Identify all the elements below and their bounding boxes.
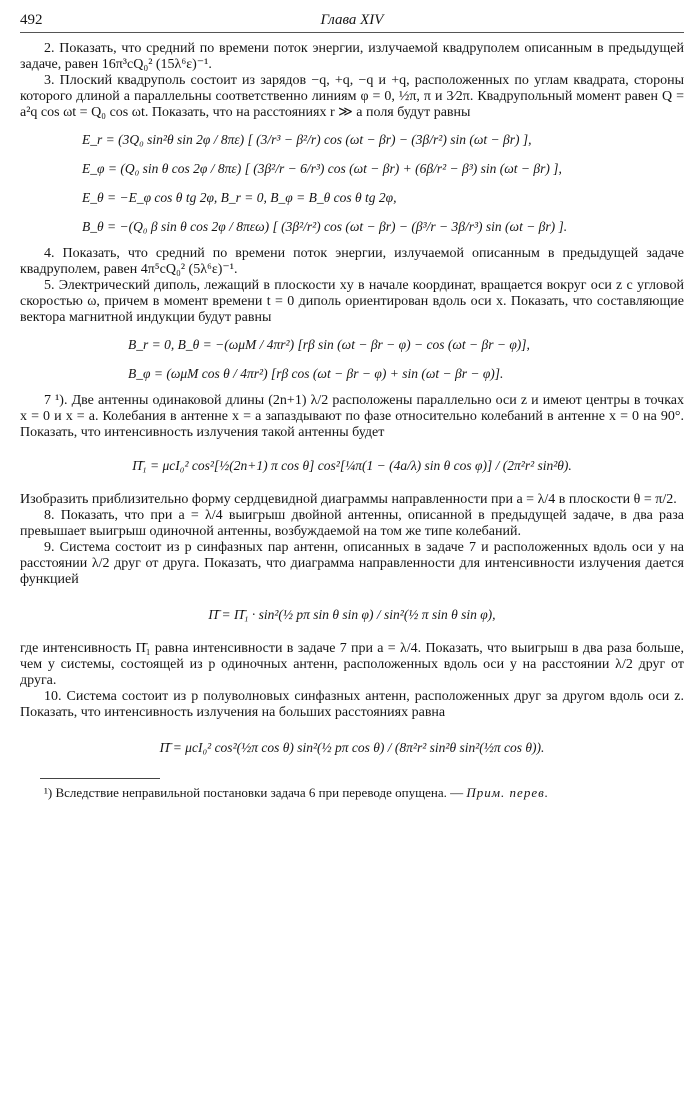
footnote-rule bbox=[40, 778, 160, 779]
problem-9: 9. Система состоит из p синфазных пар антенн, описанных в задаче 7 и расположенных вдоль оси y на расстоянии λ/2 друг от друга. Показать, что диаграмма направленности для интенсивности излучения дается функцией bbox=[20, 540, 684, 587]
equation-b-phi: B_φ = (ωμM cos θ / 4πr²) [rβ cos (ωt − βr − φ) + sin (ωt − βr − φ)]. bbox=[128, 366, 504, 381]
page-number: 492 bbox=[20, 12, 43, 28]
problem-9-continuation: где интенсивность Π̄₁ равна интенсивности в задаче 7 при a = λ/4. Показать, что выигрыш в два раза больше, чем у системы, состоящей из p одиночных антенн, расположенных вдоль оси y на расстоянии λ/2 друг от друга. bbox=[20, 641, 684, 688]
equation-e-phi: E_φ = (Q₀ sin θ cos 2φ / 8πε) [ (3β²/r − 6/r³) cos (ωt − βr) + (6β/r² − β³) sin (ωt − βr) ], bbox=[82, 161, 562, 176]
problem-3: 3. Плоский квадруполь состоит из зарядов −q, +q, −q и +q, расположенных по углам квадрата, стороны которого длиной a параллельны соответственно линиям φ = 0, ½π, π и 3⁄2π. Квадрупольный момент равен Q = a²q cos ωt = Q₀ cos ωt. Показать, что на расстояниях r ≫ a поля будут равны bbox=[20, 73, 684, 120]
problem-10: 10. Система состоит из p полуволновых синфазных антенн, расположенных друг за другом вдоль оси z. Показать, что интенсивность излучения на больших расстояниях равна bbox=[20, 689, 684, 720]
page-header bbox=[20, 12, 684, 33]
problem-7-continuation: Изобразить приблизительно форму сердцевидной диаграммы направленности при a = λ/4 в плоскости θ = π/2. bbox=[20, 492, 677, 507]
equation-e-theta: E_θ = −E_φ cos θ tg 2φ, B_r = 0, B_φ = B_θ cos θ tg 2φ, bbox=[82, 190, 397, 205]
footnote bbox=[20, 785, 684, 801]
problem-8: 8. Показать, что при a = λ/4 выигрыш двойной антенны, описанной в предыдущей задаче, в два раза превышает выигрыш одиночной антенны, возбуждаемой на том же типе колебаний. bbox=[20, 508, 684, 539]
problem-5: 5. Электрический диполь, лежащий в плоскости xy в начале координат, вращается вокруг оси z с угловой скоростью ω, причем в момент времени t = 0 диполь ориентирован вдоль оси x. Показать, что составляющие вектора магнитной индукции будут равны bbox=[20, 278, 684, 325]
equation-b-r: B_r = 0, B_θ = −(ωμM / 4πr²) [rβ sin (ωt − βr − φ) − cos (ωt − βr − φ)], bbox=[128, 337, 530, 352]
equations-problem-5 bbox=[20, 330, 684, 388]
equation-b-theta: B_θ = −(Q₀ β sin θ cos 2φ / 8πεω) [ (3β²/r²) cos (ωt − βr) − (β³/r − 3β/r³) sin (ωt − βr) ]. bbox=[82, 219, 568, 234]
equation-pi-10: Π̄ = μcI₀² cos²(½π cos θ) sin²(½ pπ cos θ) / (8π²r² sin²θ sin²(½π cos θ)). bbox=[159, 740, 545, 755]
footnote-sign: Прим. перев. bbox=[466, 785, 549, 800]
chapter-title: Глава XIV bbox=[320, 12, 384, 28]
footnote-text: ¹) Вследствие неправильной постановки задача 6 при переводе опущена. — bbox=[44, 785, 464, 800]
equation-pi-1: Π̄₁ = μcI₀² cos²[½(2n+1) π cos θ] cos²[¼π(1 − (4a/λ) sin θ cos φ)] / (2π²r² sin²θ). bbox=[132, 458, 572, 473]
problem-2: 2. Показать, что средний по времени поток энергии, излучаемой квадруполем описанным в предыдущей задаче, равен 16π³cQ₀² (15λ⁶ε)⁻¹. bbox=[20, 41, 684, 72]
equation-e-r: E_r = (3Q₀ sin²θ sin 2φ / 8πε) [ (3/r³ − β²/r) cos (ωt − βr) − (3β/r²) sin (ωt − βr) ], bbox=[82, 132, 532, 147]
equations-problem-3 bbox=[20, 125, 684, 241]
problem-4: 4. Показать, что средний по времени поток энергии, излучаемой описанным в предыдущей задаче квадруполем, равен 4π⁵cQ₀² (5λ⁶ε)⁻¹. bbox=[20, 246, 684, 277]
problem-7: 7 ¹). Две антенны одинаковой длины (2n+1) λ/2 расположены параллельно оси z и имеют центры в точках x = 0 и x = a. Колебания в антенне x = a запаздывают по фазе относительно колебаний в антенне x = 0 на 90°. Показать, что интенсивность излучения такой антенны будет bbox=[20, 393, 684, 440]
equation-pi-9: Π̄ = Π̄₁ · sin²(½ pπ sin θ sin φ) / sin²(½ π sin θ sin φ), bbox=[208, 607, 496, 622]
